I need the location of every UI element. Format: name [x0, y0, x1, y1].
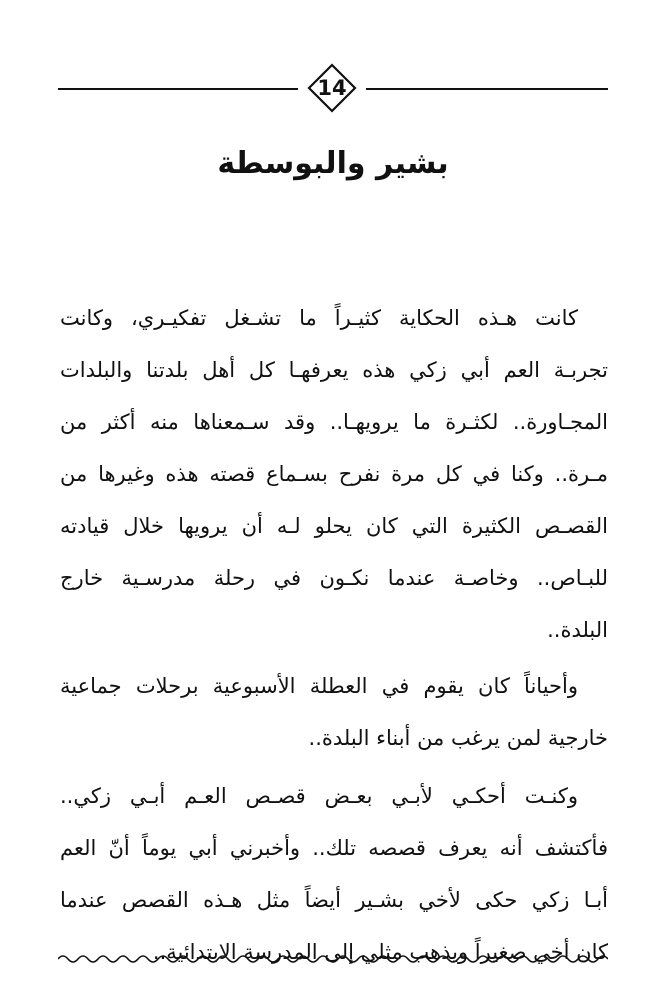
paragraph-line: أبـا زكي حكى لأخي بشـير أيضاً مثل هـذه القصص عندما [60, 888, 608, 912]
footer-wave-divider [58, 952, 608, 966]
chapter-body [60, 292, 608, 978]
header-rule-right [366, 88, 608, 90]
paragraph-line: كانت هـذه الحكاية كثيـراً ما تشـغل تفكيـري، وكانت [60, 306, 578, 330]
paragraph-line: للبـاص.. وخاصـة عندما نكـون في رحلة مدرسـية خارج [60, 566, 608, 590]
header-rule-left [58, 88, 298, 90]
chapter-number-badge [307, 63, 357, 113]
chapter-number: 14 [317, 76, 347, 100]
paragraph-3 [60, 770, 608, 978]
paragraph-line: خارجية لمن يرغب من أبناء البلدة.. [308, 726, 608, 750]
paragraph-line: مـرة.. وكنا في كل مرة نفرح بسـماع قصته هذه وغيرها من [60, 462, 608, 486]
paragraph-1 [60, 292, 608, 656]
paragraph-line: البلدة.. [547, 618, 608, 642]
paragraph-2 [60, 660, 608, 764]
paragraph-line: وكنـت أحكـي لأبـي بعـض قصـص العـم أبـي زكي.. [60, 784, 578, 808]
paragraph-line: المجـاورة.. لكثـرة ما يرويهـا.. وقد سـمعناها منه أكثر من [60, 410, 608, 434]
paragraph-line: كان أخي صغيراً ويذهب مثلي إلى المدرسة الابتدائية.. [152, 940, 608, 964]
paragraph-line: تجربـة العم أبي زكي هذه يعرفهـا كل أهل بلدتنا والبلدات [60, 358, 608, 382]
chapter-title: بشير والبوسطة [217, 146, 449, 181]
paragraph-line: القصـص الكثيرة التي كان يحلو لـه أن يرويها خلال قيادته [60, 514, 608, 538]
paragraph-line: فأكتشف أنه يعرف قصصه تلك.. وأخبرني أبي يوماً أنّ العم [60, 836, 608, 860]
paragraph-line: وأحياناً كان يقوم في العطلة الأسبوعية برحلات جماعية [60, 674, 578, 698]
